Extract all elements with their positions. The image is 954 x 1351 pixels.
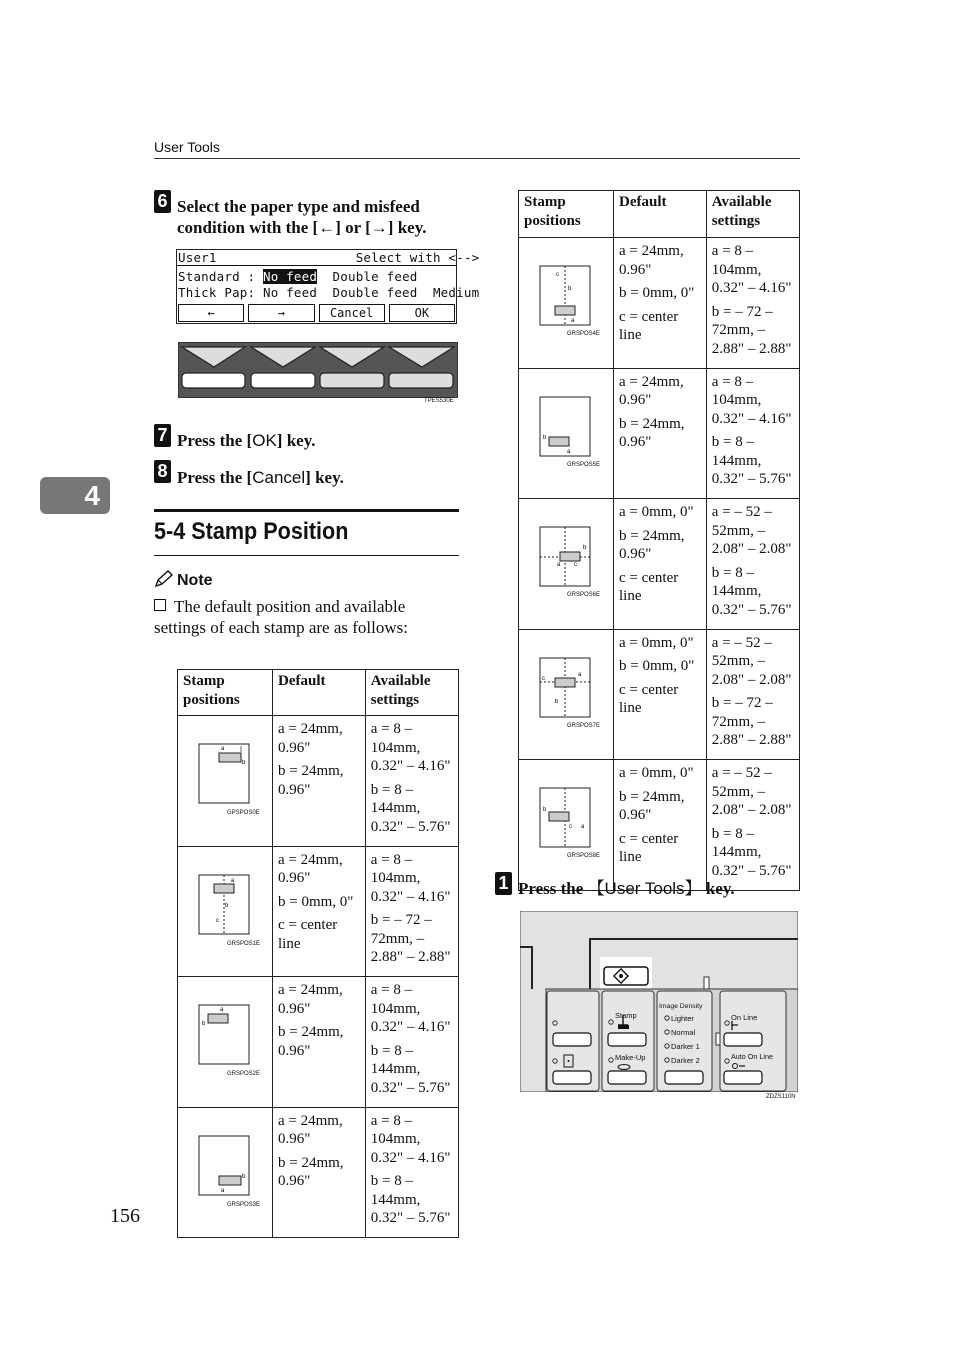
auto-on-line-label: Auto On Line: [731, 1052, 773, 1061]
header-positions: Stamp positions: [519, 191, 614, 238]
softkey-arrow-3-icon: [320, 347, 384, 367]
svg-text:c: c: [569, 824, 572, 830]
lcd-display: [176, 249, 480, 324]
default-cell: a = 24mm, 0.96" b = 24mm, 0.96": [273, 977, 366, 1108]
default-cell: a = 0mm, 0" b = 24mm, 0.96" c = center line: [614, 499, 707, 630]
available-cell: a = 8 – 104mm, 0.32" – 4.16" b = – 72 – 72mm, – 2.88" – 2.88": [365, 846, 458, 977]
note-title: Note: [177, 572, 213, 589]
pencil-icon: [154, 570, 174, 593]
figure-id: GRSPOS1E: [227, 940, 261, 947]
figure-id: GRSPOS8E: [567, 853, 601, 859]
step-8-text: Press the [Cancel] key.: [177, 468, 344, 487]
lcd-line-3: Thick Pap: No feed Double feed Medium: [178, 285, 480, 300]
figure-id: GRSPOS2E: [227, 1071, 261, 1077]
svg-text:b: b: [568, 286, 572, 292]
stamp-position-diagram: [519, 629, 614, 760]
step-7-text: Press the [OK] key.: [177, 431, 316, 450]
lighter-label: Lighter: [671, 1014, 694, 1023]
available-cell: a = 8 – 104mm, 0.32" – 4.16" b = 8 – 144mm, 0.32" – 5.76": [365, 716, 458, 847]
default-cell: a = 24mm, 0.96" b = 0mm, 0" c = center line: [614, 238, 707, 369]
stamp-position-diagram: [519, 238, 614, 369]
svg-text:b: b: [543, 434, 547, 441]
stamp-table-right: [518, 190, 800, 891]
softkeys-illustration: [178, 342, 458, 398]
svg-text:b: b: [543, 807, 547, 813]
lcd-left-arrow-button[interactable]: ←: [178, 304, 244, 322]
stamp-position-diagram: [178, 1107, 273, 1238]
svg-text:a: a: [557, 562, 561, 568]
note-body: [154, 596, 460, 638]
table-row: [178, 1107, 459, 1238]
svg-text:a: a: [221, 746, 225, 752]
svg-text:b: b: [242, 760, 246, 766]
svg-text:c: c: [574, 562, 577, 568]
table-row: [519, 368, 800, 499]
table-row: [519, 499, 800, 630]
stamp-position-diagram: [178, 716, 273, 847]
svg-text:b: b: [242, 1173, 246, 1180]
svg-text:a: a: [578, 671, 582, 678]
header-available: Available settings: [365, 670, 458, 716]
figure-id: ZDZS110N: [766, 1094, 796, 1100]
chapter-tab: 4: [40, 477, 110, 514]
figure-id: GRSPOS3E: [227, 1201, 261, 1208]
default-cell: a = 0mm, 0" b = 24mm, 0.96" c = center line: [614, 760, 707, 891]
stamp-label: Stamp: [615, 1011, 637, 1020]
normal-label: Normal: [671, 1028, 696, 1037]
svg-text:a: a: [581, 824, 585, 830]
svg-text:a: a: [567, 448, 571, 455]
darker1-label: Darker 1: [671, 1042, 700, 1051]
svg-text:a: a: [571, 318, 575, 324]
default-cell: a = 24mm, 0.96" b = 24mm, 0.96": [614, 368, 707, 499]
figure-id: GRSPOS6E: [567, 592, 601, 598]
header-default: Default: [273, 670, 366, 716]
control-panel-illustration: [520, 911, 798, 1092]
table-row: [178, 846, 459, 977]
stamp-position-diagram: [519, 368, 614, 499]
table-header-row: [519, 191, 800, 238]
table-row: [519, 629, 800, 760]
softkey-arrow-2-icon: [251, 347, 315, 367]
table-row: [178, 716, 459, 847]
lcd-button-row: [178, 304, 455, 322]
svg-text:a: a: [220, 1007, 224, 1013]
available-cell: a = 8 – 104mm, 0.32" – 4.16" b = – 72 – 72mm, – 2.88" – 2.88": [706, 238, 799, 369]
lcd-divider: [177, 265, 456, 266]
figure-id: TPES530E: [424, 398, 454, 404]
note-text: The default position and available settings of each stamp are as follows:: [154, 597, 408, 637]
available-cell: a = 8 – 104mm, 0.32" – 4.16" b = 8 – 144mm, 0.32" – 5.76": [365, 1107, 458, 1238]
table-row: [178, 977, 459, 1108]
default-cell: a = 24mm, 0.96" b = 24mm, 0.96": [273, 1107, 366, 1238]
table-row: [519, 760, 800, 891]
lcd-line-1: User1 Select with <-->: [178, 250, 480, 265]
stamp-position-diagram: [519, 499, 614, 630]
step-number-7: 7: [154, 424, 171, 447]
default-cell: a = 24mm, 0.96" b = 24mm, 0.96": [273, 716, 366, 847]
header-rule: [154, 158, 800, 159]
figure-id: GRSPOS7E: [567, 722, 601, 729]
available-cell: a = – 52 – 52mm, – 2.08" – 2.08" b = – 72 – 72mm, – 2.88" – 2.88": [706, 629, 799, 760]
step-number-6: 6: [154, 190, 171, 213]
figure-id: GPSPOS0E: [227, 810, 260, 816]
available-cell: a = 8 – 104mm, 0.32" – 4.16" b = 8 – 144mm, 0.32" – 5.76": [365, 977, 458, 1108]
svg-text:a: a: [231, 877, 235, 884]
header-positions: Stamp positions: [178, 670, 273, 716]
stamp-table-left: [177, 669, 459, 1238]
step-number-1: 1: [495, 872, 512, 895]
make-up-label: Make-Up: [615, 1053, 646, 1062]
stamp-position-diagram: [178, 977, 273, 1108]
lcd-right-arrow-button[interactable]: →: [248, 304, 314, 322]
softkey-arrow-4-icon: [389, 347, 454, 367]
available-cell: a = 8 – 104mm, 0.32" – 4.16" b = 8 – 144mm, 0.32" – 5.76": [706, 368, 799, 499]
svg-text:c: c: [556, 272, 559, 278]
svg-text:a: a: [221, 1187, 225, 1194]
available-cell: a = – 52 – 52mm, – 2.08" – 2.08" b = 8 – 144mm, 0.32" – 5.76": [706, 499, 799, 630]
softkey-arrow-1-icon: [182, 347, 245, 367]
lcd-ok-button[interactable]: OK: [389, 304, 455, 322]
section-title: 5-4 Stamp Position: [154, 518, 349, 545]
on-line-label: On Line: [731, 1013, 758, 1022]
svg-text:b: b: [225, 902, 229, 909]
table-row: [519, 238, 800, 369]
section-rule-bottom: [154, 555, 459, 556]
table-header-row: [178, 670, 459, 716]
running-header: User Tools: [154, 139, 220, 155]
svg-text:b: b: [583, 545, 587, 551]
default-cell: a = 0mm, 0" b = 0mm, 0" c = center line: [614, 629, 707, 760]
figure-id: GRSPOS4E: [567, 331, 601, 337]
stamp-position-diagram: [519, 760, 614, 891]
svg-text:c: c: [216, 917, 219, 924]
lcd-line-2: Standard : No feed Double feed: [178, 269, 418, 284]
available-cell: a = – 52 – 52mm, – 2.08" – 2.08" b = 8 – 144mm, 0.32" – 5.76": [706, 760, 799, 891]
svg-text:c: c: [542, 675, 545, 682]
checkbox-icon: [154, 599, 166, 611]
section-rule-top: [154, 509, 459, 512]
step-number-8: 8: [154, 460, 171, 483]
stamp-position-diagram: [178, 846, 273, 977]
lcd-cancel-button[interactable]: Cancel: [319, 304, 385, 322]
svg-text:b: b: [202, 1021, 206, 1027]
svg-text:b: b: [555, 698, 559, 705]
default-cell: a = 24mm, 0.96" b = 0mm, 0" c = center line: [273, 846, 366, 977]
header-default: Default: [614, 191, 707, 238]
header-available: Available settings: [706, 191, 799, 238]
image-density-label: Image Density: [659, 1003, 703, 1010]
step-1-text: Press the 【User Tools】 key.: [518, 879, 735, 898]
step-6-text: Select the paper type and misfeed condition with the [←] or [→] key.: [177, 197, 427, 237]
darker2-label: Darker 2: [671, 1056, 700, 1065]
figure-id: GRSPOS5E: [567, 461, 601, 468]
page-number: 156: [110, 1205, 140, 1227]
lcd-selected-value: No feed: [263, 269, 318, 284]
